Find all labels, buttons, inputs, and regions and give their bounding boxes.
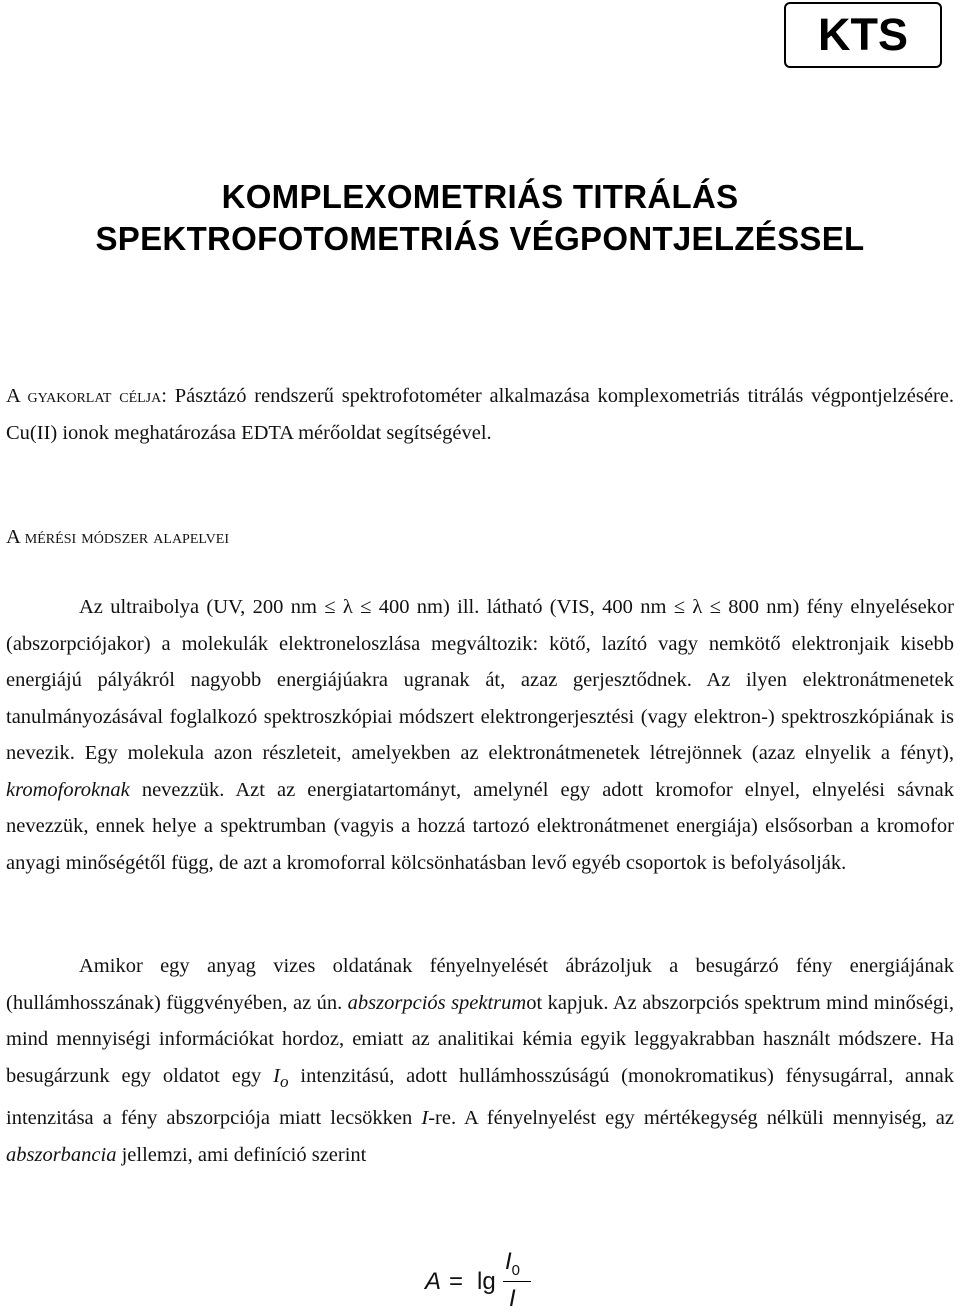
title-line-2: SPEKTROFOTOMETRIÁS VÉGPONTJELZÉSSEL [95, 220, 865, 257]
symbol-i0: I [273, 1064, 280, 1087]
paragraph-1-term: kromoforoknak [6, 778, 130, 801]
goal-text: Pásztázó rendszerű spektrofotométer alkalmazása komplexometriás titrálás végpontjelzésére. Cu(II) ionok meghatározása EDTA mérőoldat segítségével. [6, 385, 954, 444]
formula-equals: = [449, 1268, 464, 1295]
paragraph-2-term-1: abszorpciós spektrum [347, 991, 527, 1014]
title-line-1: KOMPLEXOMETRIÁS TITRÁLÁS [221, 178, 739, 215]
paragraph-2-part-1: Amikor egy anyag vizes oldatának fényelnyelését ábrázoljuk a besugárzó fény energiájának (hullámhosszának) függvényében, az ún. [6, 955, 954, 1014]
formula-lhs: A [425, 1268, 442, 1295]
formula-log: lg [477, 1268, 496, 1295]
paragraph-2-part-2: ot kapjuk. Az abszorpciós spektrum mind minőségi, mind mennyiségi információkat hordoz, emiatt az analitikai kémia egyik leggyakrabban használt módszere. Ha besugárzunk egy oldatot egy [6, 991, 955, 1087]
formula-denominator: I [509, 1285, 516, 1312]
paragraph-1 [6, 589, 954, 881]
absorbance-formula [425, 1248, 565, 1314]
paragraph-2-part-5: jellemzi, ami definíció szerint [116, 1143, 367, 1166]
paragraph-1-part-2: nevezzük. Azt az energiatartományt, amelynél egy adott kromofor elnyel, elnyelési sávnak nevezzük, ennek helye a spektrumban (vagyis a hozzá tartozó elektronátmenet energiája) elsősorban a kromofor anyagi minőségétől függ, de azt a kromoforral kölcsönhatásban levő egyéb csoportok is befolyásolják. [6, 778, 954, 874]
section-heading: A mérési módszer alapelvei [6, 526, 229, 548]
paragraph-2-part-3: intenzitású, adott hullámhosszúságú (monokromatikus) fénysugárral, annak intenzitása a fény abszorpciója miatt lecsökken [6, 1064, 954, 1130]
symbol-i0-subscript: o [279, 1071, 289, 1091]
paragraph-2 [6, 948, 954, 1173]
document-title [0, 176, 960, 260]
paragraph-1-part-1: Az ultraibolya (UV, 200 nm ≤ λ ≤ 400 nm) ill. látható (VIS, 400 nm ≤ λ ≤ 800 nm) fény elnyelésekor (abszorpciójakor) a molekulák elektroneloszlása megváltozik: kötő, lazító vagy nemkötő elektronjaik kisebb energiájú pályákról nagyobb energiájúakra ugranak át, azaz gerjesztődnek. Az ilyen elektronátmenetek tanulmányozásával foglalkozó spektroszkópiai módszert elektrongerjesztési (vagy elektron-) spektroszkópiának is nevezik. Egy molekula azon részleteit, amelyekben az elektronátmenetek létrejönnek (azaz elnyelik a fényt), [6, 596, 954, 764]
formula-fraction-bar [503, 1281, 531, 1282]
symbol-i: I [421, 1107, 429, 1130]
goal-paragraph [6, 378, 954, 451]
goal-label: A gyakorlat célja: [6, 385, 167, 407]
paragraph-2-part-4: -re. A fényelnyelést egy mértékegység nélküli mennyiség, az [428, 1107, 954, 1130]
paragraph-2-term-2: abszorbancia [6, 1143, 117, 1166]
document-code-badge: KTS [784, 2, 942, 68]
formula-numerator: $I_0$ [505, 1248, 521, 1279]
